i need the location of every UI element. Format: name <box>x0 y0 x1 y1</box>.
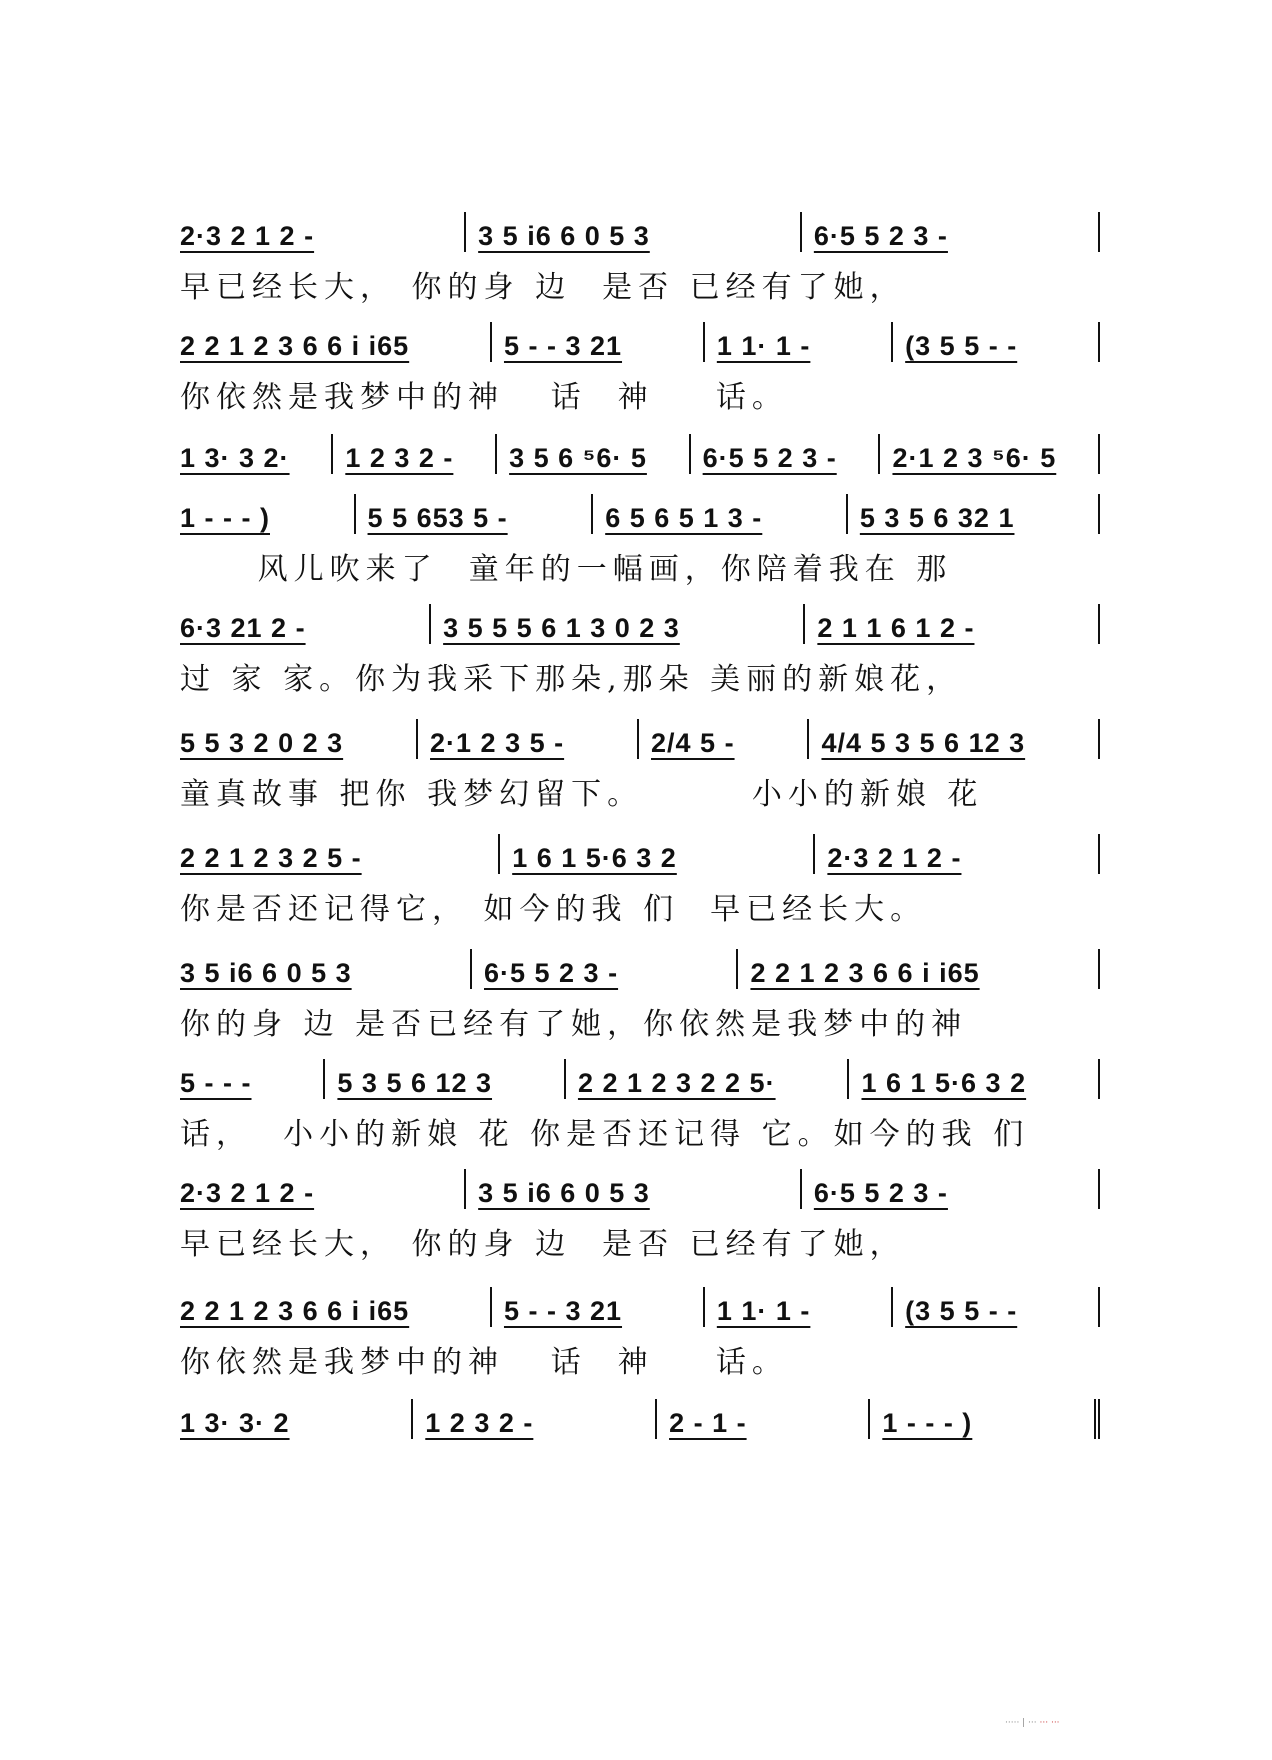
score-system <box>180 1055 1100 1153</box>
score-system <box>180 208 1100 306</box>
score-system <box>180 945 1100 1043</box>
measure: 1 1· 1 - <box>705 322 893 362</box>
notes-row <box>180 430 1100 474</box>
measure: 1 3· 3 2· <box>180 434 333 474</box>
measure: 2·3 2 1 2 - <box>180 212 466 252</box>
measure: 2 - 1 - <box>657 1399 870 1439</box>
measure: 3 5 5 5 6 1 3 0 2 3 <box>431 604 805 644</box>
measure: 2/4 5 - <box>639 719 809 759</box>
measure: 2 2 1 2 3 2 5 - <box>180 834 500 874</box>
measure: 1 2 3 2 - <box>333 434 497 474</box>
measure: 6·5 5 2 3 - <box>802 1169 1100 1209</box>
measure: 2 2 1 2 3 6 6 i i65 <box>180 1287 492 1327</box>
measure: 1 6 1 5·6 3 2 <box>849 1059 1100 1099</box>
notes-row <box>180 1283 1100 1327</box>
measure: 5 3 5 6 32 1 <box>848 494 1100 534</box>
measure: 2·1 2 3 ⁵6· 5 <box>880 434 1100 474</box>
score-system <box>180 830 1100 928</box>
notes-row <box>180 1395 1100 1439</box>
measure: 1 6 1 5·6 3 2 <box>500 834 815 874</box>
measure: 2 1 1 6 1 2 - <box>805 604 1100 644</box>
lyrics-line: 风儿吹来了 童年的一幅画，你陪着我在 那 <box>180 552 953 587</box>
notes-row <box>180 1055 1100 1099</box>
measure: 2·3 2 1 2 - <box>180 1169 466 1209</box>
footer-watermark: ····· | ··· ··· ··· <box>1005 1718 1060 1728</box>
measure: 1 - - - ) <box>870 1399 1100 1439</box>
score-system <box>180 318 1100 416</box>
score-system <box>180 430 1100 474</box>
measure: 6 5 6 5 1 3 - <box>593 494 848 534</box>
lyrics-line: 你依然是我梦中的神 话 神 话。 <box>180 1345 788 1380</box>
notes-row <box>180 490 1100 534</box>
measure: 2·3 2 1 2 - <box>815 834 1100 874</box>
measure: 1 - - - ) <box>180 494 356 534</box>
lyrics-line: 话， 小小的新娘 花 你是否还记得 它。如今的我 们 <box>180 1117 1030 1152</box>
score-system <box>180 600 1100 698</box>
measure: 6·5 5 2 3 - <box>802 212 1100 252</box>
measure: 3 5 6 ⁵6· 5 <box>497 434 691 474</box>
score-system <box>180 490 1100 588</box>
score-system <box>180 715 1100 813</box>
notes-row <box>180 600 1100 644</box>
measure: 5 - - 3 21 <box>492 1287 705 1327</box>
measure: 2 2 1 2 3 2 2 5· <box>566 1059 850 1099</box>
measure: 5 5 653 5 - <box>356 494 594 534</box>
measure: 3 5 i6 6 0 5 3 <box>180 949 472 989</box>
measure: 5 5 3 2 0 2 3 <box>180 719 418 759</box>
measure: 3 5 i6 6 0 5 3 <box>466 1169 802 1209</box>
measure: 1 2 3 2 - <box>413 1399 657 1439</box>
measure: 2 2 1 2 3 6 6 i i65 <box>180 322 492 362</box>
measure: 2·1 2 3 5 - <box>418 719 639 759</box>
lyrics-line: 你依然是我梦中的神 话 神 话。 <box>180 380 788 415</box>
measure: 2 2 1 2 3 6 6 i i65 <box>738 949 1100 989</box>
measure: 6·5 5 2 3 - <box>691 434 881 474</box>
notes-row <box>180 318 1100 362</box>
score-system <box>180 1283 1100 1381</box>
notes-row <box>180 715 1100 759</box>
lyrics-line: 早已经长大， 你的身 边 是否 已经有了她， <box>180 270 906 305</box>
lyrics-line: 你的身 边 是否已经有了她，你依然是我梦中的神 <box>180 1007 968 1042</box>
notes-row <box>180 1165 1100 1209</box>
measure: 5 3 5 6 12 3 <box>325 1059 566 1099</box>
measure: (3 5 5 - - <box>893 1287 1100 1327</box>
notes-row <box>180 945 1100 989</box>
measure: 1 1· 1 - <box>705 1287 893 1327</box>
lyrics-line: 童真故事 把你 我梦幻留下。 小小的新娘 花 <box>180 777 984 812</box>
measure: 6·5 5 2 3 - <box>472 949 738 989</box>
measure: 5 - - - <box>180 1059 325 1099</box>
notes-row <box>180 830 1100 874</box>
lyrics-line: 早已经长大， 你的身 边 是否 已经有了她， <box>180 1227 906 1262</box>
notes-row <box>180 208 1100 252</box>
lyrics-line: 你是否还记得它， 如今的我 们 早已经长大。 <box>180 892 927 927</box>
score-system <box>180 1395 1100 1439</box>
measure: 1 3· 3· 2 <box>180 1399 413 1439</box>
measure: (3 5 5 - - <box>893 322 1100 362</box>
lyrics-line: 过 家 家。你为我采下那朵,那朵 美丽的新娘花， <box>180 662 963 697</box>
measure: 6·3 21 2 - <box>180 604 431 644</box>
measure: 5 - - 3 21 <box>492 322 705 362</box>
measure: 4/4 5 3 5 6 12 3 <box>809 719 1100 759</box>
score-system <box>180 1165 1100 1263</box>
measure: 3 5 i6 6 0 5 3 <box>466 212 802 252</box>
